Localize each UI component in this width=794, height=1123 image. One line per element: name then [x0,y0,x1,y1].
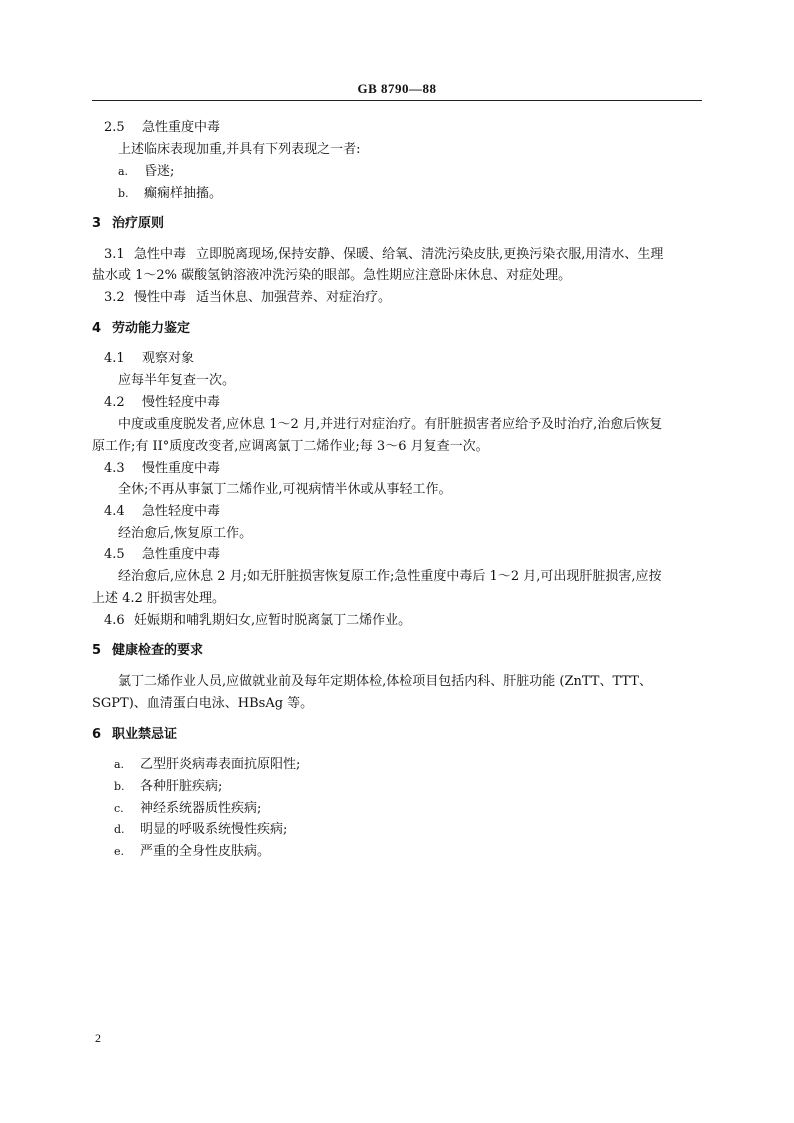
clause-number: 4.4 [104,504,125,519]
list-item [114,779,222,795]
clause-title: 急性中毒 [134,247,187,262]
list-item-text: 各种肝脏疾病; [140,779,223,794]
list-marker: b. [118,187,129,200]
header-rule [92,100,702,101]
clause-4-2-heading [104,395,220,411]
clause-text: 适当休息、加强营养、对症治疗。 [196,290,392,305]
list-marker: b. [114,780,125,793]
list-item-text: 神经系统器质性疾病; [140,801,262,816]
clause-title: 慢性轻度中毒 [142,395,221,410]
clause-4-3-text: 全休;不再从事氯丁二烯作业,可视病情半休或从事轻工作。 [118,482,452,497]
section-number: 6 [92,727,102,742]
clause-number: 4.5 [104,547,125,562]
section-6-heading [92,727,177,743]
list-item-text: 乙型肝炎病毒表面抗原阳性; [140,757,301,772]
list-item-text: 癫痫样抽搐。 [144,186,223,201]
section-title: 治疗原则 [112,216,165,231]
list-marker: d. [114,823,125,836]
clause-4-1-text: 应每半年复查一次。 [118,373,236,388]
clause-4-5-text: 经治愈后,应休息 2 月;如无肝脏损害恢复原工作;急性重度中毒后 1～2 月,可出现肝脏损害,应按 [118,569,662,584]
section-title: 劳动能力鉴定 [112,321,191,336]
list-item [114,757,300,773]
section-5-text: 氯丁二烯作业人员,应做就业前及每年定期体检,体检项目包括内科、肝脏功能 (ZnTT、TTT、 [118,674,652,689]
clause-4-4-heading [104,504,220,520]
clause-number: 4.3 [104,461,125,476]
list-marker: c. [114,802,124,815]
section-number: 4 [92,321,102,336]
clause-2-5-text: 上述临床表现加重,并具有下列表现之一者: [118,142,361,157]
list-item [114,822,287,838]
list-item-text: 明显的呼吸系统慢性疾病; [140,822,288,837]
clause-number: 3.2 [104,290,125,305]
clause-text: 立即脱离现场,保持安静、保暖、给氧、清洗污染皮肤,更换污染衣服,用清水、生理 [196,247,664,262]
clause-text: 妊娠期和哺乳期妇女,应暂时脱离氯丁二烯作业。 [134,613,412,628]
clause-title: 慢性重度中毒 [142,461,221,476]
clause-4-4-text: 经治愈后,恢复原工作。 [118,526,253,541]
list-item [118,164,174,180]
section-title: 健康检查的要求 [112,643,204,658]
section-4-heading [92,321,190,337]
section-5-continuation: SGPT)、血清蛋白电泳、HBsAg 等。 [92,696,314,711]
clause-4-5-heading [104,547,220,563]
list-marker: a. [118,165,129,178]
list-item-text: 昏迷; [144,164,175,179]
clause-title: 急性轻度中毒 [142,504,221,519]
clause-3-1 [104,247,663,263]
section-number: 5 [92,643,102,658]
page-number: 2 [95,1031,101,1045]
clause-3-1-continuation: 盐水或 1～2% 碳酸氢钠溶液冲洗污染的眼部。急性期应注意卧床休息、对症处理。 [92,268,572,283]
clause-title: 急性重度中毒 [142,120,221,135]
clause-3-2 [104,290,391,306]
section-3-heading [92,216,164,232]
section-number: 3 [92,216,102,231]
list-marker: e. [114,845,125,858]
section-5-heading [92,643,203,659]
list-item-text: 严重的全身性皮肤病。 [140,844,271,859]
clause-number: 4.6 [104,613,125,628]
clause-4-1-heading [104,351,194,367]
list-item [114,801,261,817]
clause-title: 慢性中毒 [134,290,187,305]
clause-4-2-continuation: 原工作;有 II°质度改变者,应调离氯丁二烯作业;每 3～6 月复查一次。 [92,439,489,454]
clause-title: 急性重度中毒 [142,547,221,562]
clause-number: 3.1 [104,247,125,262]
clause-number: 2.5 [104,120,125,135]
clause-4-6 [104,613,411,629]
clause-number: 4.2 [104,395,125,410]
list-marker: a. [114,758,125,771]
clause-4-3-heading [104,461,220,477]
list-item [114,844,270,860]
list-item [118,186,222,202]
section-title: 职业禁忌证 [112,727,178,742]
standard-code: GB 8790—88 [357,81,437,96]
clause-4-2-text: 中度或重度脱发者,应休息 1～2 月,并进行对症治疗。有肝脏损害者应给予及时治疗,治愈后恢复 [118,417,663,432]
clause-4-5-continuation: 上述 4.2 肝损害处理。 [92,591,225,606]
clause-title: 观察对象 [142,351,195,366]
clause-2-5-heading [104,120,220,136]
clause-number: 4.1 [104,351,125,366]
